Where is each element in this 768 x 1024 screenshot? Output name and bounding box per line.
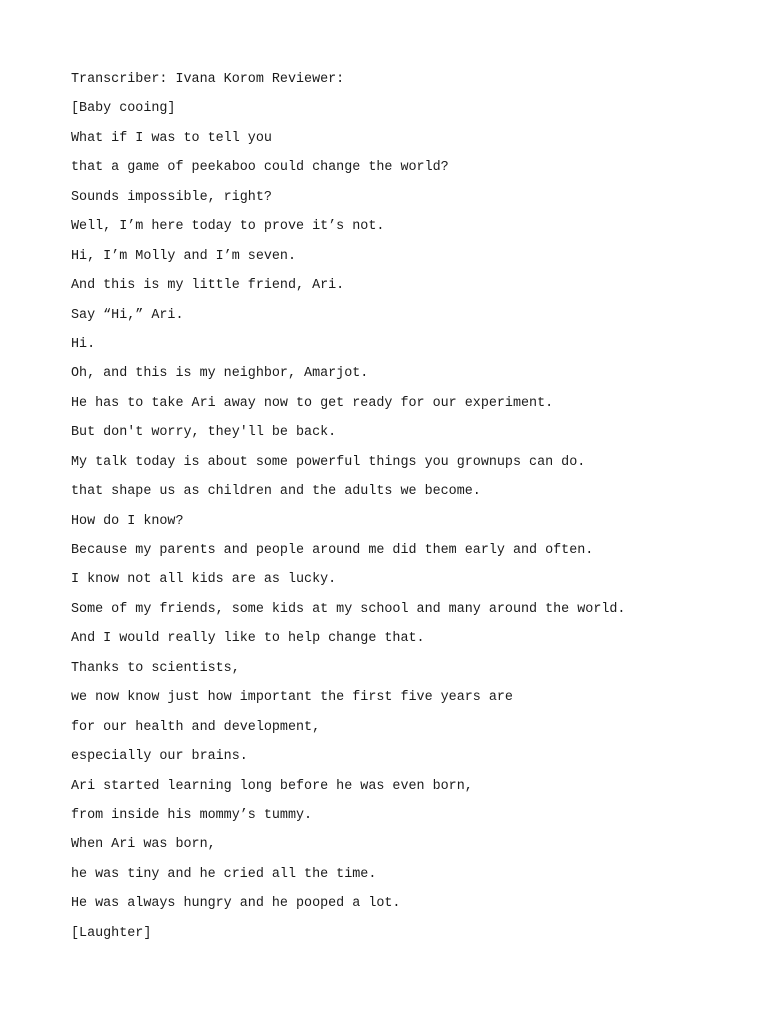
transcript-line: Hi, I’m Molly and I’m seven. [71, 248, 296, 264]
transcript-line: [Laughter] [71, 925, 152, 941]
transcript-line: When Ari was born, [71, 837, 216, 853]
transcript-line: Oh, and this is my neighbor, Amarjot. [71, 366, 369, 382]
transcript-line: Say “Hi,” Ari. [71, 307, 184, 323]
transcript-line: He has to take Ari away now to get ready for our experiment. [71, 395, 554, 411]
transcript-line: He was always hungry and he pooped a lot. [71, 896, 401, 912]
transcript-line: Some of my friends, some kids at my school and many around the world. [71, 601, 626, 617]
transcript-line: from inside his mommy’s tummy. [71, 807, 313, 823]
transcript-line: I know not all kids are as lucky. [71, 572, 337, 588]
transcript-line: And this is my little friend, Ari. [71, 278, 345, 294]
transcript-line: Ari started learning long before he was even born, [71, 778, 473, 794]
transcript-line: Sounds impossible, right? [71, 189, 272, 205]
transcript-line: Thanks to scientists, [71, 660, 240, 676]
transcript-line: But don't worry, they'll be back. [71, 425, 337, 441]
transcript-line: Because my parents and people around me did them early and often. [71, 543, 594, 558]
transcript-line: What if I was to tell you [71, 130, 272, 146]
transcript-line: he was tiny and he cried all the time. [71, 866, 377, 882]
transcript-line: Transcriber: Ivana Korom Reviewer: [71, 72, 345, 87]
transcript-line: Hi. [71, 336, 96, 352]
transcript-line: that shape us as children and the adults we become. [71, 484, 481, 500]
transcript-line: for our health and development, [71, 719, 321, 735]
transcript-line: How do I know? [71, 513, 184, 529]
transcript-line: Well, I’m here today to prove it’s not. [71, 219, 385, 235]
transcript-line: especially our brains. [71, 749, 248, 765]
transcript-line: My talk today is about some powerful things you grownups can do. [71, 454, 586, 470]
transcript-line: we now know just how important the first five years are [71, 690, 513, 706]
transcript-line: that a game of peekaboo could change the world? [71, 160, 449, 176]
transcript-line: And I would really like to help change that. [71, 631, 425, 647]
transcript-text [71, 71, 731, 954]
transcript-line: [Baby cooing] [71, 101, 176, 117]
